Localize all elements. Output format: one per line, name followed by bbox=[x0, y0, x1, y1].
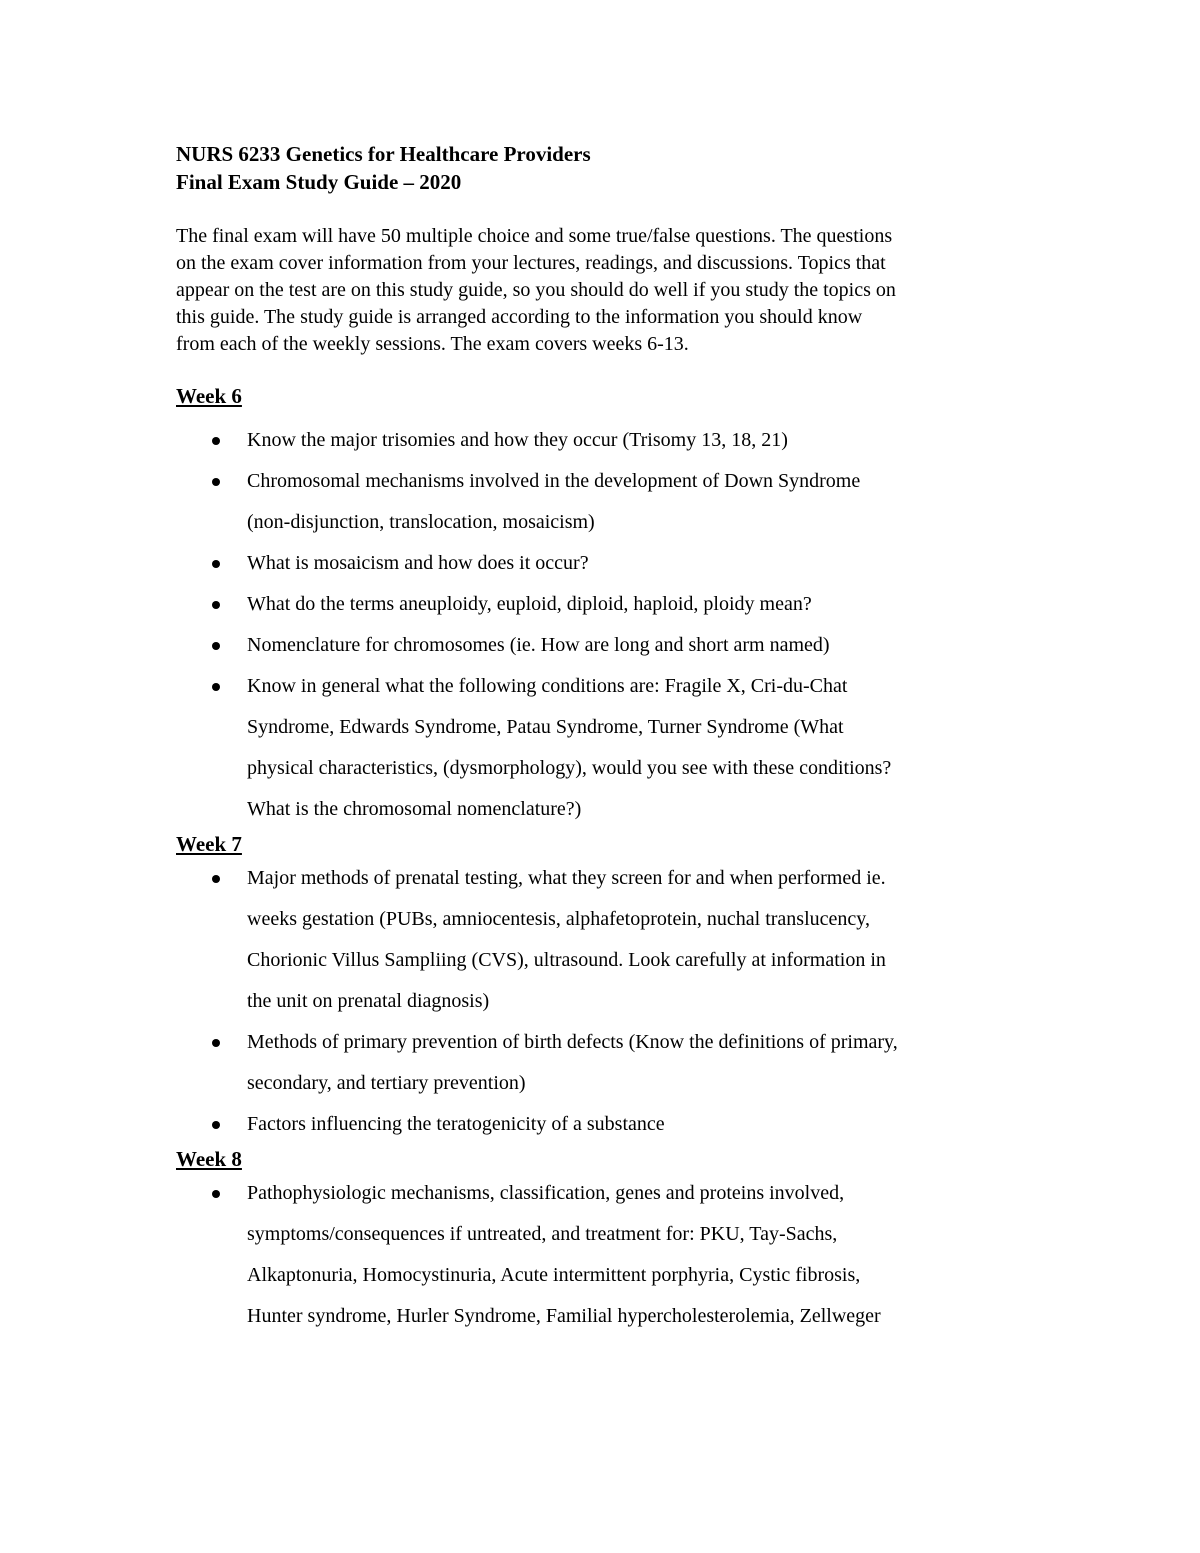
list-item-text: What is the chromosomal nomenclature?) bbox=[247, 798, 582, 820]
intro-paragraph bbox=[176, 223, 1026, 358]
week-7-heading: Week 7 bbox=[176, 832, 242, 856]
intro-line: on the exam cover information from your lectures, readings, and discussions. Topics that bbox=[176, 252, 886, 274]
list-item bbox=[176, 461, 1036, 543]
list-item bbox=[176, 543, 1036, 584]
list-item bbox=[176, 420, 1036, 461]
bullet-icon bbox=[212, 560, 220, 568]
list-item-text: Alkaptonuria, Homocystinuria, Acute intermittent porphyria, Cystic fibrosis, bbox=[247, 1264, 861, 1286]
bullet-icon bbox=[212, 1039, 220, 1047]
bullet-icon bbox=[212, 683, 220, 691]
bullet-icon bbox=[212, 601, 220, 609]
list-item-text: What do the terms aneuploidy, euploid, diploid, haploid, ploidy mean? bbox=[247, 593, 812, 615]
list-item-text: Pathophysiologic mechanisms, classification, genes and proteins involved, bbox=[247, 1182, 845, 1204]
week-6-heading: Week 6 bbox=[176, 384, 242, 408]
list-item bbox=[176, 1173, 1036, 1337]
intro-line: The final exam will have 50 multiple choice and some true/false questions. The questions bbox=[176, 225, 893, 247]
list-item-text: secondary, and tertiary prevention) bbox=[247, 1072, 526, 1094]
list-item-text: weeks gestation (PUBs, amniocentesis, alphafetoprotein, nuchal translucency, bbox=[247, 908, 870, 930]
list-item bbox=[176, 666, 1036, 830]
list-item-text: What is mosaicism and how does it occur? bbox=[247, 552, 589, 574]
list-item-text: (non-disjunction, translocation, mosaicism) bbox=[247, 511, 595, 533]
list-item bbox=[176, 858, 1036, 1022]
intro-line: from each of the weekly sessions. The exam covers weeks 6-13. bbox=[176, 333, 689, 355]
week-8-list bbox=[176, 1173, 1036, 1337]
list-item-text: Know the major trisomies and how they occur (Trisomy 13, 18, 21) bbox=[247, 429, 788, 451]
bullet-icon bbox=[212, 875, 220, 883]
list-item bbox=[176, 584, 1036, 625]
list-item-text: the unit on prenatal diagnosis) bbox=[247, 990, 490, 1012]
list-item-text: Nomenclature for chromosomes (ie. How are long and short arm named) bbox=[247, 634, 830, 656]
bullet-icon bbox=[212, 478, 220, 486]
list-item-text: physical characteristics, (dysmorphology), would you see with these conditions? bbox=[247, 757, 892, 779]
list-item bbox=[176, 1104, 1036, 1145]
week-6-list bbox=[176, 420, 1036, 830]
bullet-icon bbox=[212, 1121, 220, 1129]
list-item-text: Methods of primary prevention of birth defects (Know the definitions of primary, bbox=[247, 1031, 898, 1053]
intro-line: this guide. The study guide is arranged according to the information you should know bbox=[176, 306, 863, 328]
list-item bbox=[176, 1022, 1036, 1104]
list-item-text: Know in general what the following conditions are: Fragile X, Cri-du-Chat bbox=[247, 675, 848, 697]
document-page bbox=[176, 140, 1036, 1337]
list-item-text: Major methods of prenatal testing, what they screen for and when performed ie. bbox=[247, 867, 886, 889]
guide-title: Final Exam Study Guide – 2020 bbox=[176, 170, 462, 194]
week-8-heading: Week 8 bbox=[176, 1147, 242, 1171]
list-item-text: Chorionic Villus Sampliing (CVS), ultrasound. Look carefully at information in bbox=[247, 949, 886, 971]
week-7-list bbox=[176, 858, 1036, 1145]
list-item-text: Chromosomal mechanisms involved in the development of Down Syndrome bbox=[247, 470, 861, 492]
list-item-text: symptoms/consequences if untreated, and treatment for: PKU, Tay-Sachs, bbox=[247, 1223, 838, 1245]
bullet-icon bbox=[212, 1190, 220, 1198]
intro-line: appear on the test are on this study guide, so you should do well if you study the topics on bbox=[176, 279, 896, 301]
list-item-text: Hunter syndrome, Hurler Syndrome, Familial hypercholesterolemia, Zellweger bbox=[247, 1305, 881, 1327]
list-item bbox=[176, 625, 1036, 666]
list-item-text: Syndrome, Edwards Syndrome, Patau Syndrome, Turner Syndrome (What bbox=[247, 716, 844, 738]
bullet-icon bbox=[212, 437, 220, 445]
course-title: NURS 6233 Genetics for Healthcare Providers bbox=[176, 142, 591, 166]
bullet-icon bbox=[212, 642, 220, 650]
list-item-text: Factors influencing the teratogenicity of a substance bbox=[247, 1113, 665, 1135]
